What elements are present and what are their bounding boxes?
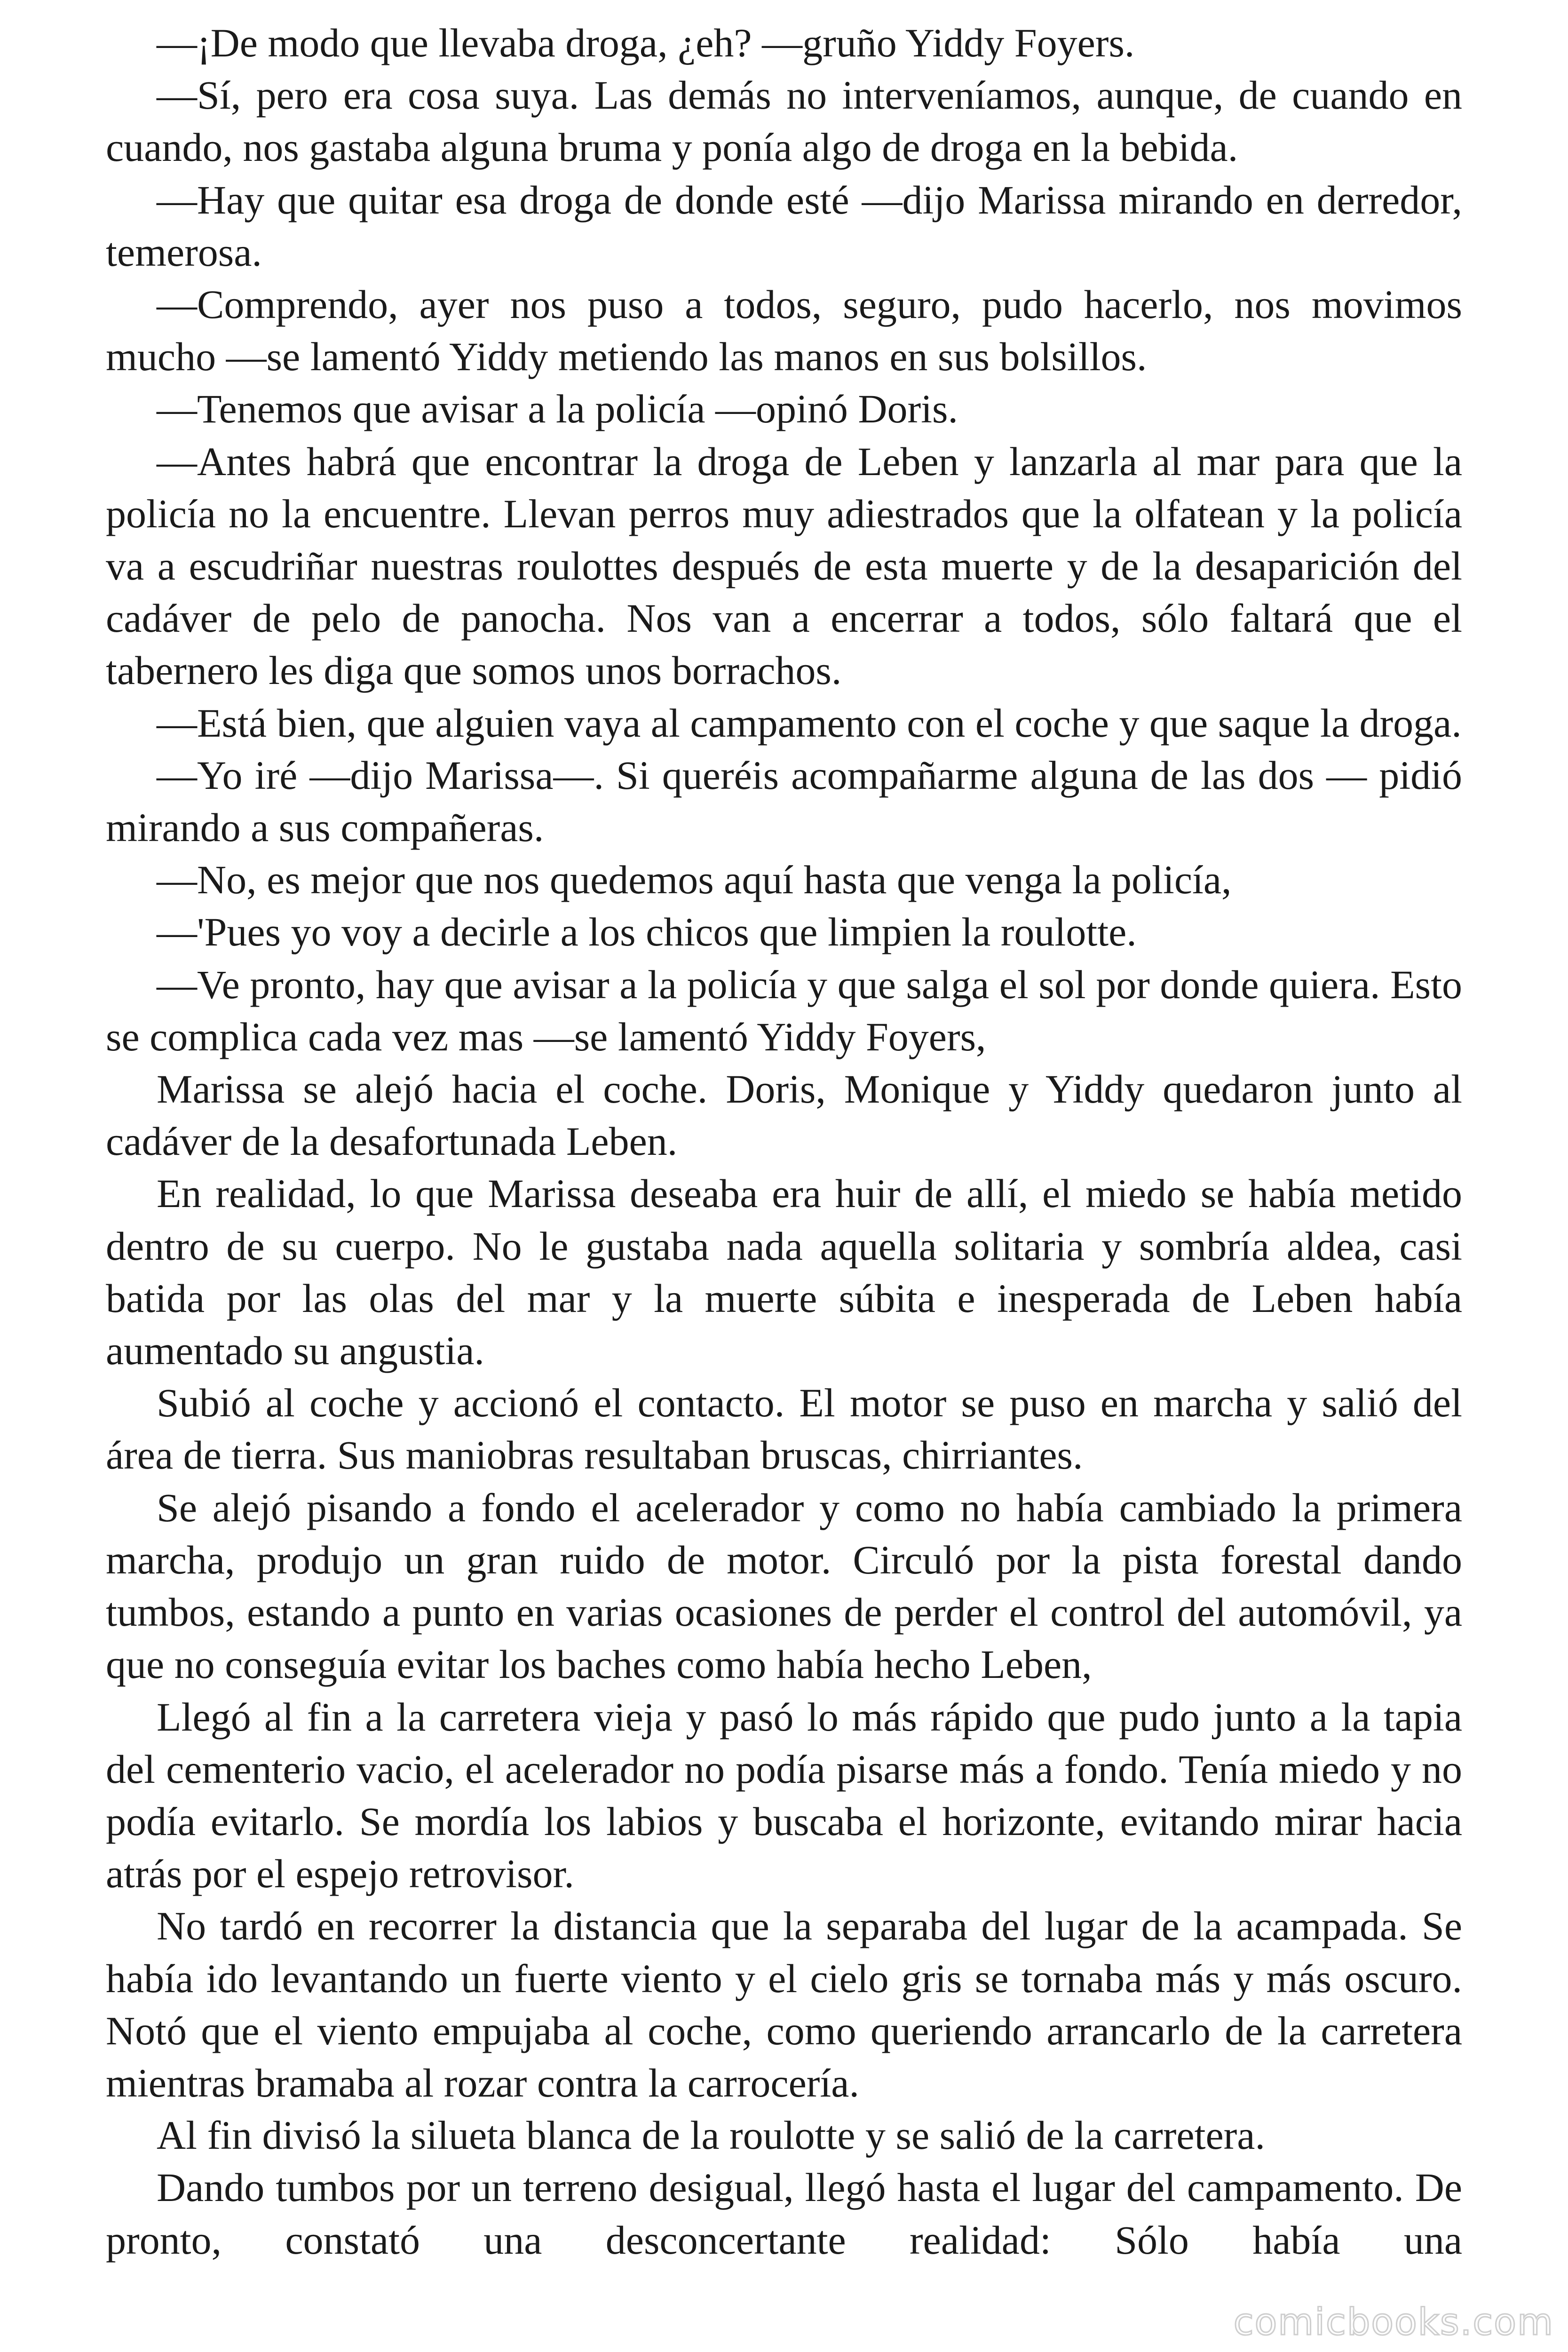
paragraph: Al fin divisó la silueta blanca de la roulotte y se salió de la carretera. <box>157 2113 1265 2158</box>
paragraph: —Está bien, que alguien vaya al campamento con el coche y que saque la droga. <box>157 700 1462 746</box>
paragraph: No tardó en recorrer la distancia que la separaba del lugar de la acampada. Se había ido levantando un fuerte viento y el cielo gris se tornaba más y más oscuro. Notó que el viento empujaba al coche, como queriendo arrancarlo de la carretera mientras bramaba al rozar contra la carrocería. <box>106 1903 1462 2106</box>
paragraph: —Antes habrá que encontrar la droga de Leben y lanzarla al mar para que la policía no la encuentre. Llevan perros muy adiestrados que la olfatean y la policía va a escudriñar nuestras roulottes después de esta muerte y de la desaparición del cadáver de pelo de panocha. Nos van a encerrar a todos, sólo faltará que el tabernero les diga que somos unos borrachos. <box>106 438 1462 693</box>
paragraph: Marissa se alejó hacia el coche. Doris, Monique y Yiddy quedaron junto al cadáver de la desafortunada Leben. <box>106 1066 1462 1164</box>
paragraph: —Hay que quitar esa droga de donde esté —dijo Marissa mirando en derredor, temerosa. <box>106 177 1462 275</box>
paragraph: —Ve pronto, hay que avisar a la policía y que salga el sol por donde quiera. Esto se complica cada vez mas —se lamentó Yiddy Foyers, <box>106 961 1462 1059</box>
paragraph: —No, es mejor que nos quedemos aquí hasta que venga la policía, <box>157 857 1232 903</box>
paragraph: —¡De modo que llevaba droga, ¿eh? —gruño Yiddy Foyers. <box>157 20 1135 65</box>
paragraph: —'Pues yo voy a decirle a los chicos que limpien la roulotte. <box>157 909 1137 955</box>
paragraph: Se alejó pisando a fondo el acelerador y como no había cambiado la primera marcha, produjo un gran ruido de motor. Circuló por la pista forestal dando tumbos, estando a punto en varias ocasiones de perder el control del automóvil, ya que no conseguía evitar los baches como había hecho Leben, <box>106 1485 1462 1687</box>
paragraph: Llegó al fin a la carretera vieja y pasó lo más rápido que pudo junto a la tapia del cementerio vacio, el acelerador no podía pisarse más a fondo. Tenía miedo y no podía evitarlo. Se mordía los labios y buscaba el horizonte, evitando mirar hacia atrás por el espejo retrovisor. <box>106 1694 1462 1897</box>
watermark: comicbooks.com <box>1233 2301 1554 2344</box>
page-body <box>106 17 1462 2266</box>
paragraph: —Tenemos que avisar a la policía —opinó Doris. <box>157 386 958 432</box>
paragraph: En realidad, lo que Marissa deseaba era huir de allí, el miedo se había metido dentro de su cuerpo. No le gustaba nada aquella solitaria y sombría aldea, casi batida por las olas del mar y la muerte súbita e inesperada de Leben había aumentado su angustia. <box>106 1171 1462 1374</box>
paragraph: Subió al coche y accionó el contacto. El motor se puso en marcha y salió del área de tierra. Sus maniobras resultaban bruscas, chirriantes. <box>106 1380 1462 1478</box>
paragraph: Dando tumbos por un terreno desigual, llegó hasta el lugar del campamento. De pronto, constató una desconcertante realidad: Sólo había una <box>106 2165 1462 2263</box>
paragraph: —Sí, pero era cosa suya. Las demás no interveníamos, aunque, de cuando en cuando, nos gastaba alguna bruma y ponía algo de droga en la bebida. <box>106 72 1462 170</box>
paragraph: —Yo iré —dijo Marissa—. Si queréis acompañarme alguna de las dos — pidió mirando a sus compañeras. <box>106 752 1462 850</box>
paragraph: —Comprendo, ayer nos puso a todos, seguro, pudo hacerlo, nos movimos mucho —se lamentó Yiddy metiendo las manos en sus bolsillos. <box>106 282 1462 380</box>
